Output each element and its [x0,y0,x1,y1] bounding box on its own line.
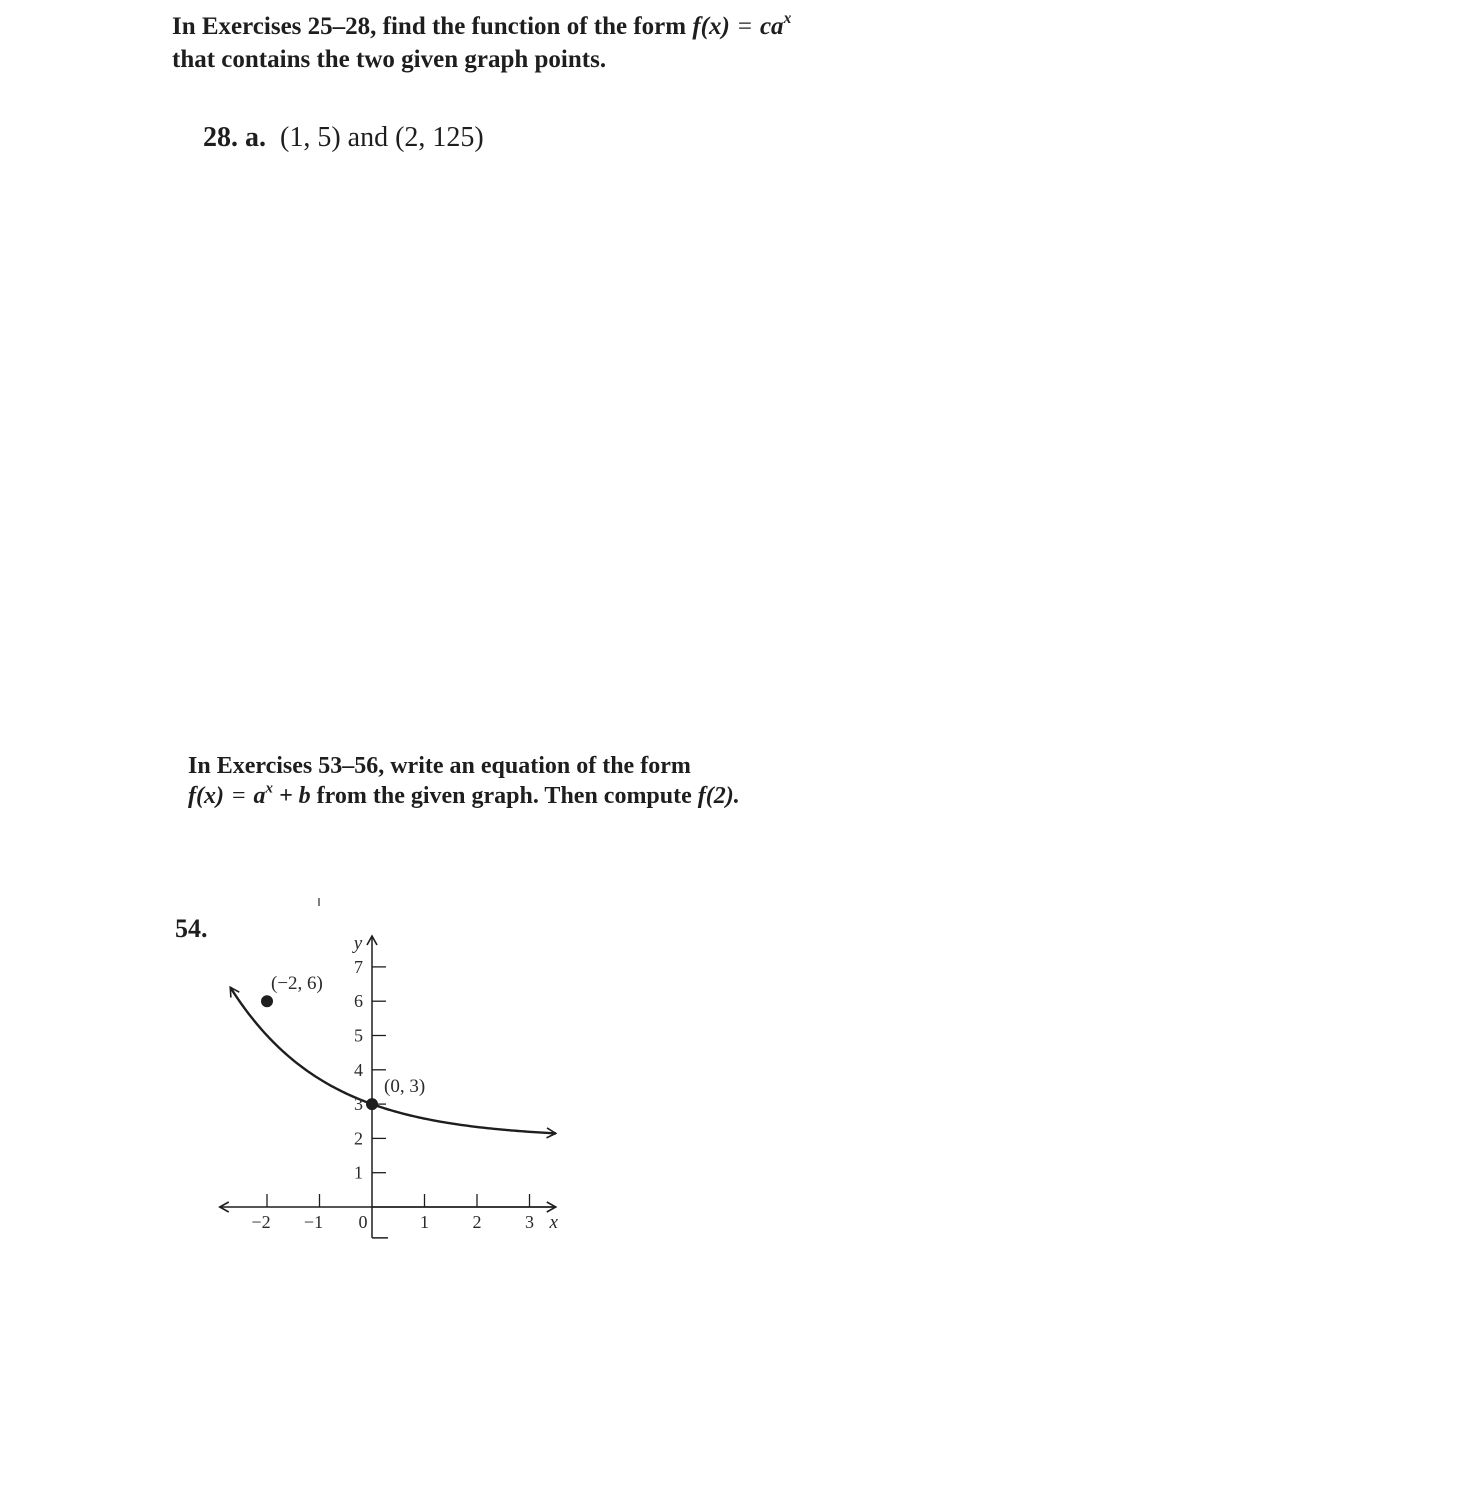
instruction-line-2: that contains the two given graph points. [172,46,607,73]
compute-target: f(2). [697,783,740,809]
y-tick-label: 6 [354,991,363,1012]
formula-rest: + b [278,783,311,809]
exercise-points: (1, 5) and (2, 125) [280,122,484,153]
x-tick-label: −2 [251,1212,271,1232]
instruction-text: from the given graph. Then compute [316,783,692,809]
y-tick-label: 3 [354,1094,363,1115]
exercise-number: 28. a. [203,122,266,153]
point-label: (0, 3) [384,1076,426,1098]
formula-lhs: f(x) [692,13,730,40]
x-axis-label: x [549,1212,558,1233]
formula-equals: = [737,13,752,40]
y-tick-label: 2 [354,1128,363,1149]
x-tick-label: 1 [420,1212,429,1232]
x-tick-label: 0 [358,1212,368,1232]
data-point [366,1098,378,1110]
y-tick-label: 5 [354,1025,363,1046]
function-curve [230,987,556,1133]
formula-lhs: f(x) [188,783,224,809]
data-point [261,995,273,1007]
y-axis-label: y [353,933,363,955]
formula-exponent: x [265,780,273,797]
y-tick-label: 4 [354,1059,363,1080]
y-tick-label: 1 [354,1162,363,1183]
point-label: (−2, 6) [271,973,323,995]
x-tick-label: −1 [303,1212,324,1232]
y-tick-label: 7 [354,956,363,977]
instruction-line-1: In Exercises 53–56, write an equation of the form [188,753,691,779]
x-tick-label: 3 [525,1212,534,1232]
formula-exponent: x [783,10,792,28]
formula-base: ca [759,13,784,40]
formula-equals: = [231,783,246,809]
x-tick-label: 2 [472,1212,482,1232]
exercise-54-number: 54. [175,914,208,943]
formula-base: a [253,783,266,809]
instruction-text: In Exercises 25–28, find the function of the form [172,13,687,40]
